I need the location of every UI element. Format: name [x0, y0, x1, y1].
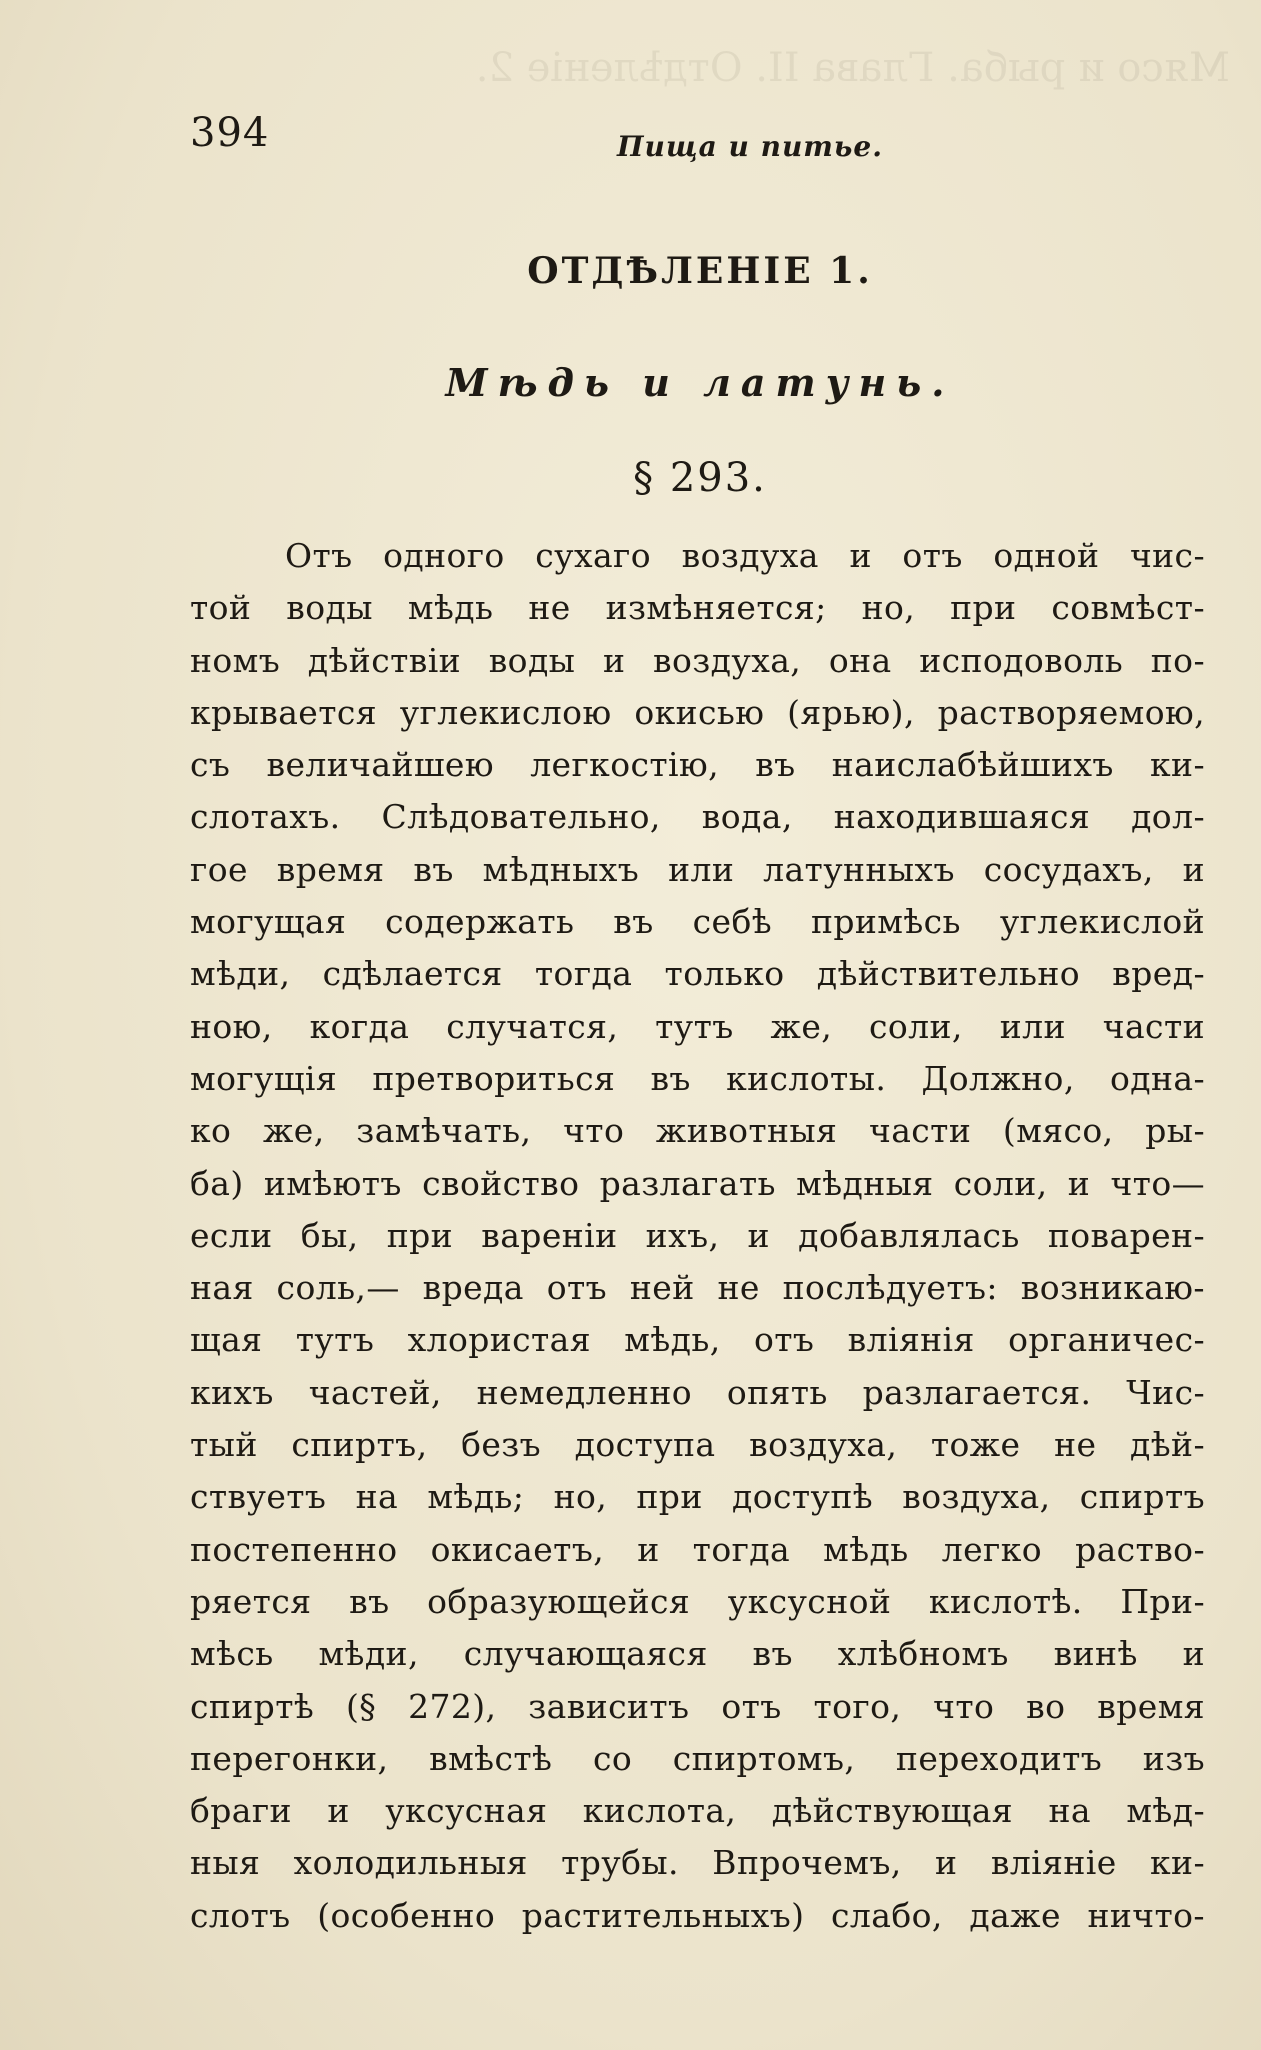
page-header — [190, 110, 1210, 170]
text-line: могущія претвориться въ кислоты. Должно, одна- — [190, 1058, 1205, 1098]
text-line: могущая содержать въ себѣ примѣсь углекислой — [190, 902, 1205, 942]
text-line: гое время въ мѣдныхъ или латунныхъ сосудахъ, и — [190, 849, 1205, 889]
text-line: той воды мѣдь не измѣняется; но, при совмѣст- — [190, 588, 1205, 628]
text-line: если бы, при вареніи ихъ, и добавлялась поварен- — [190, 1215, 1205, 1255]
text-line: слотъ (особенно растительныхъ) слабо, даже ничто- — [190, 1895, 1205, 1935]
text-line: ба) имѣютъ свойство разлагать мѣдныя соли, и что— — [190, 1163, 1205, 1203]
text-line: постепенно окисаетъ, и тогда мѣдь легко раство- — [190, 1529, 1205, 1569]
text-line: кихъ частей, немедленно опять разлагается. Чис- — [190, 1372, 1205, 1412]
text-line: номъ дѣйствіи воды и воздуха, она исподоволь по- — [190, 640, 1205, 680]
text-line: слотахъ. Слѣдовательно, вода, находившаяся дол- — [190, 797, 1205, 837]
body-text — [190, 530, 1205, 1942]
section-heading: ОТДѢЛЕНІЕ 1. — [527, 250, 873, 292]
text-line: крывается углекислою окисью (ярью), растворяемою, — [190, 692, 1205, 732]
text-line: мѣсь мѣди, случающаяся въ хлѣбномъ винѣ и — [190, 1634, 1205, 1674]
page-number: 394 — [190, 110, 270, 156]
text-line: ныя холодильныя трубы. Впрочемъ, и вліяніе ки- — [190, 1843, 1205, 1883]
text-line: ная соль,— вреда отъ ней не послѣдуетъ: возникаю- — [190, 1268, 1205, 1308]
text-line: мѣди, сдѣлается тогда только дѣйствительно вред- — [190, 954, 1205, 994]
text-line: ряется въ образующейся уксусной кислотѣ. При- — [190, 1581, 1205, 1621]
section-subheading: Мѣдь и латунь. — [445, 360, 955, 405]
text-line: Отъ одного сухаго воздуха и отъ одной чис- — [285, 536, 1205, 575]
text-line: ко же, замѣчать, что животныя части (мясо, ры- — [190, 1111, 1205, 1151]
text-line: щая тутъ хлористая мѣдь, отъ вліянія органичес- — [190, 1320, 1205, 1360]
running-title: Пища и питье. — [617, 130, 883, 163]
text-line: спиртѣ (§ 272), зависитъ отъ того, что во время — [190, 1686, 1205, 1726]
text-line: браги и уксусная кислота, дѣйствующая на мѣд- — [190, 1791, 1205, 1831]
text-line: съ величайшею легкостію, въ наислабѣйшихъ ки- — [190, 745, 1205, 785]
paragraph-number: § 293. — [633, 455, 767, 501]
bleed-through-text: Мясо и рыба. Глава II. Отдѣленіе 2. — [475, 45, 1230, 91]
text-line: перегонки, вмѣстѣ со спиртомъ, переходитъ изъ — [190, 1738, 1205, 1778]
text-line: ною, когда случатся, тутъ же, соли, или части — [190, 1006, 1205, 1046]
text-line: тый спиртъ, безъ доступа воздуха, тоже не дѣй- — [190, 1425, 1205, 1465]
text-line: ствуетъ на мѣдь; но, при доступѣ воздуха, спиртъ — [190, 1477, 1205, 1517]
